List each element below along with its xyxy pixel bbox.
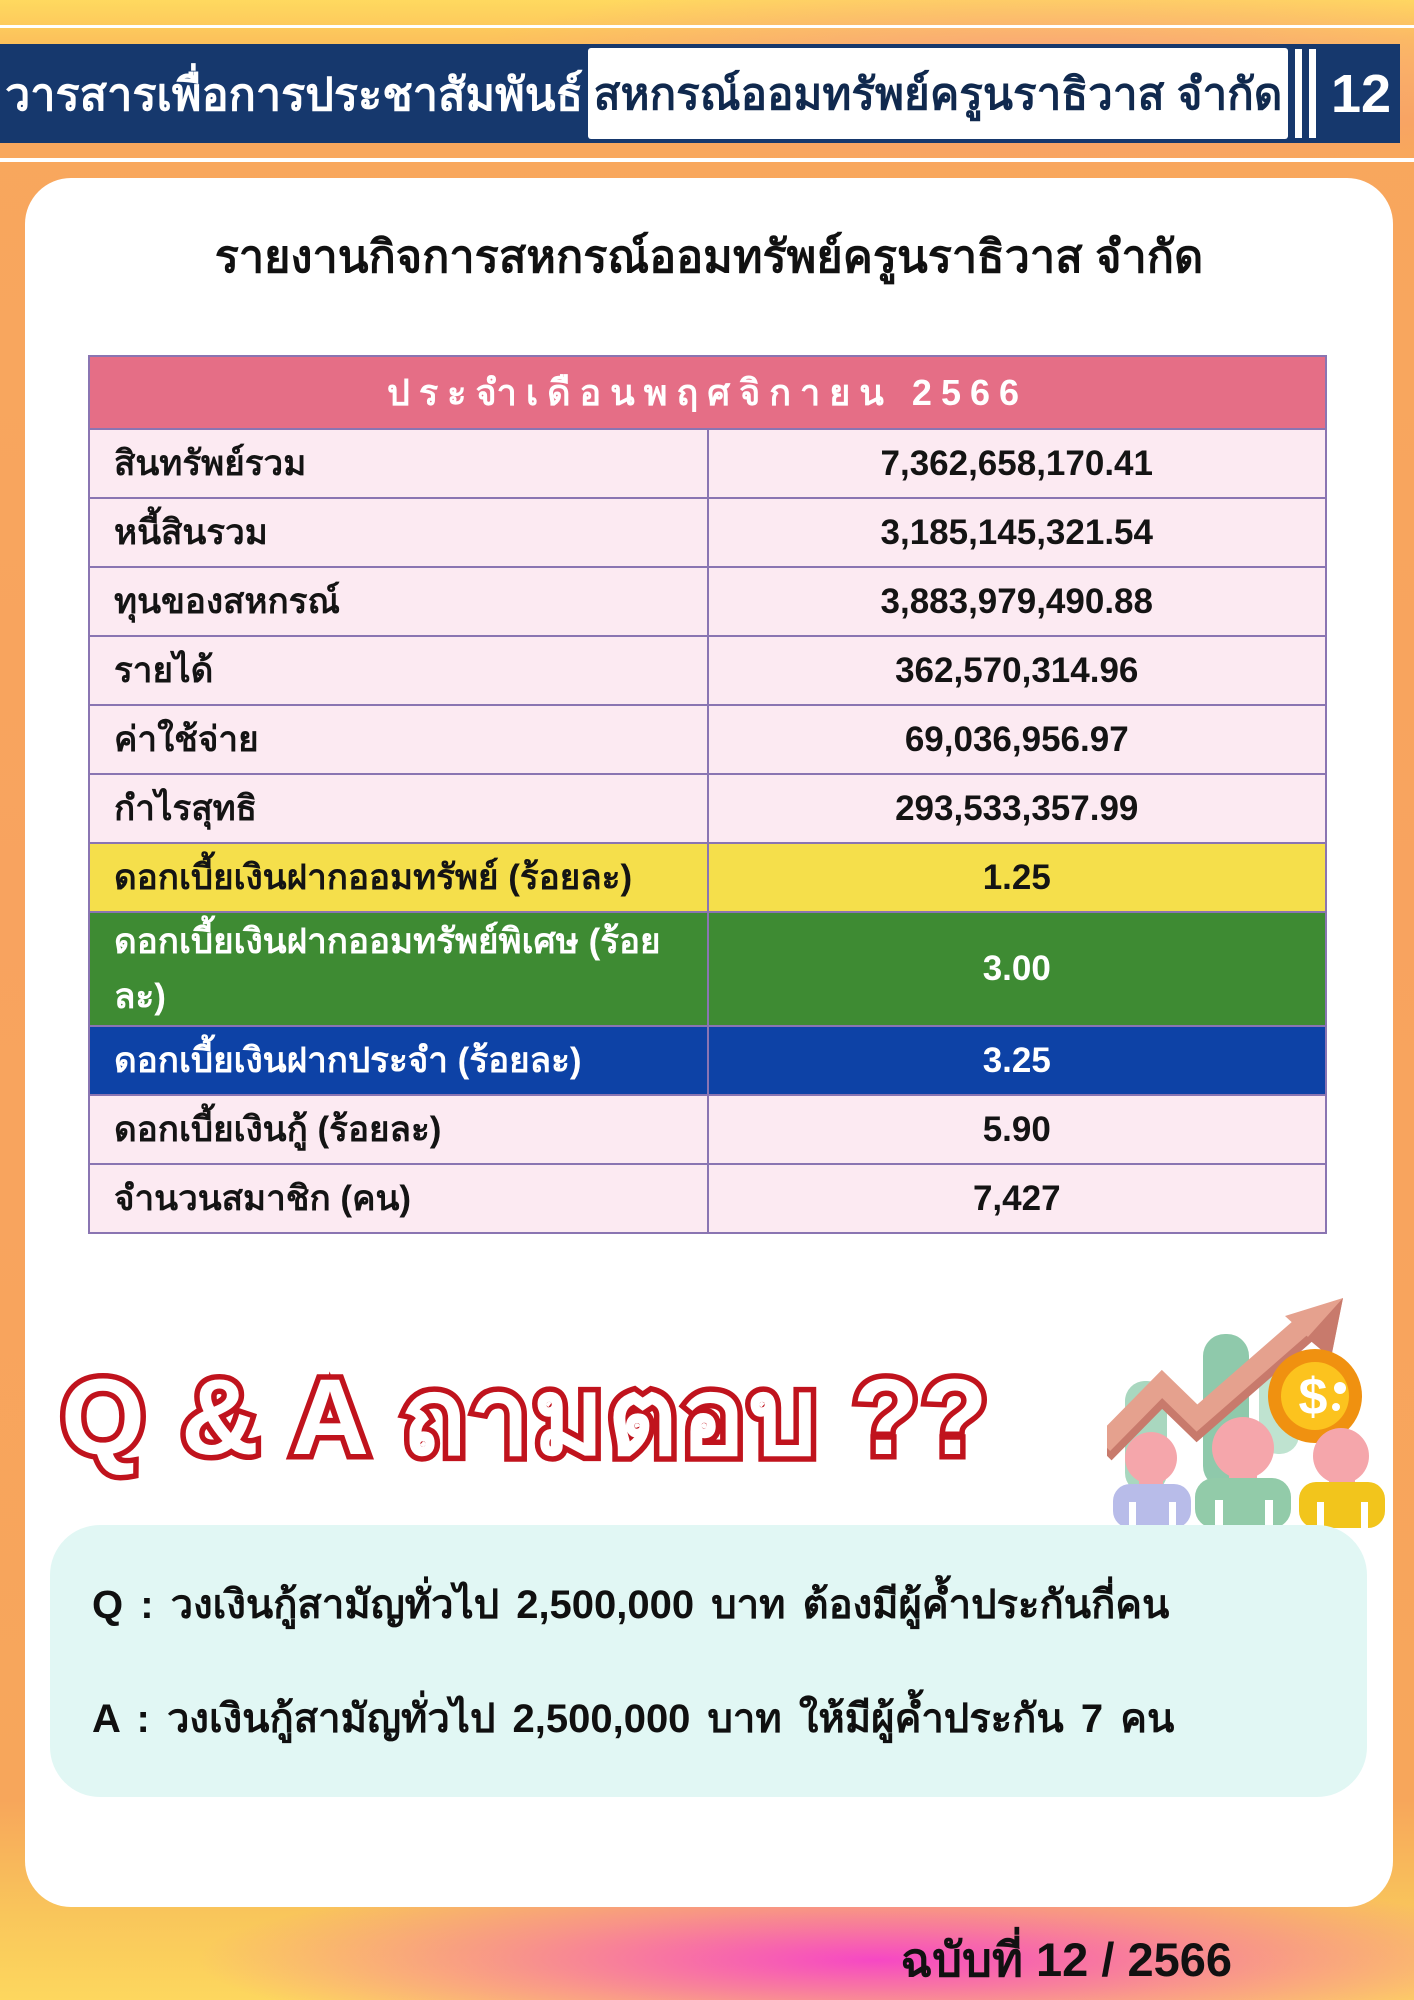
- table-row-label: ทุนของสหกรณ์: [89, 567, 708, 636]
- footer-issue-label: ฉบับที่ 12 / 2566: [900, 1933, 1232, 1986]
- table-row: [89, 1095, 1326, 1164]
- table-row-label: กำไรสุทธิ: [89, 774, 708, 843]
- table-row-label: สินทรัพย์รวม: [89, 429, 708, 498]
- header-divider-line: [0, 158, 1414, 162]
- monthly-report-table: [88, 355, 1327, 1234]
- table-row: [89, 843, 1326, 912]
- table-row: [89, 774, 1326, 843]
- header-bar: [0, 44, 1400, 143]
- table-row-value: 3.00: [708, 912, 1327, 1026]
- table-row-label: รายได้: [89, 636, 708, 705]
- table-row: [89, 912, 1326, 1026]
- table-row-value: 7,362,658,170.41: [708, 429, 1327, 498]
- issue-number-badge: 12: [1330, 63, 1392, 124]
- qa-answer-box: [50, 1525, 1367, 1797]
- table-row-value: 1.25: [708, 843, 1327, 912]
- table-row: [89, 429, 1326, 498]
- table-body: [89, 429, 1326, 1233]
- table-row-label: หนี้สินรวม: [89, 498, 708, 567]
- table-row-value: 5.90: [708, 1095, 1327, 1164]
- table-row-value: 3,883,979,490.88: [708, 567, 1327, 636]
- table-row-value: 3,185,145,321.54: [708, 498, 1327, 567]
- newsletter-title: วารสารเพื่อการประชาสัมพันธ์: [4, 68, 584, 120]
- stripe-icon: [1295, 49, 1302, 138]
- table-row-label: ค่าใช้จ่าย: [89, 705, 708, 774]
- table-header-row: [89, 356, 1326, 429]
- table-row-label: จำนวนสมาชิก (คน): [89, 1164, 708, 1233]
- svg-text:$: $: [1298, 1368, 1328, 1426]
- table-row-label: ดอกเบี้ยเงินฝากออมทรัพย์ (ร้อยละ): [89, 843, 708, 912]
- header-stripes: [1288, 44, 1322, 143]
- table-row-value: 362,570,314.96: [708, 636, 1327, 705]
- organization-name: สหกรณ์ออมทรัพย์ครูนราธิวาส จำกัด: [588, 48, 1288, 139]
- table-row-value: 7,427: [708, 1164, 1327, 1233]
- people-group-icon: [1113, 1417, 1385, 1528]
- stripe-icon: [1309, 49, 1316, 138]
- table-row: [89, 567, 1326, 636]
- table-row-value: 3.25: [708, 1026, 1327, 1095]
- qa-section-heading: Q & A ถามตอบ ??: [61, 1356, 991, 1477]
- table-row-label: ดอกเบี้ยเงินฝากประจำ (ร้อยละ): [89, 1026, 708, 1095]
- table-row-label: ดอกเบี้ยเงินกู้ (ร้อยละ): [89, 1095, 708, 1164]
- people-growth-chart-icon: [1107, 1276, 1387, 1528]
- report-title: รายงานกิจการสหกรณ์ออมทรัพย์ครูนราธิวาส จำกัด: [214, 231, 1204, 282]
- table-row-label: ดอกเบี้ยเงินฝากออมทรัพย์พิเศษ (ร้อยละ): [89, 912, 708, 1026]
- qa-question: Q : วงเงินกู้สามัญทั่วไป 2,500,000 บาท ต้องมีผู้ค้ำประกันกี่คน: [92, 1583, 1170, 1627]
- table-row: [89, 498, 1326, 567]
- table-row: [89, 636, 1326, 705]
- top-divider-line: [0, 25, 1414, 28]
- content-card: [25, 178, 1393, 1907]
- table-row-value: 69,036,956.97: [708, 705, 1327, 774]
- table-month-header: ประจำเดือนพฤศจิกายน 2566: [89, 356, 1326, 429]
- table-row: [89, 705, 1326, 774]
- table-row-value: 293,533,357.99: [708, 774, 1327, 843]
- qa-answer: A : วงเงินกู้สามัญทั่วไป 2,500,000 บาท ให้มีผู้ค้ำประกัน 7 คน: [92, 1697, 1175, 1741]
- table-row: [89, 1164, 1326, 1233]
- table-row: [89, 1026, 1326, 1095]
